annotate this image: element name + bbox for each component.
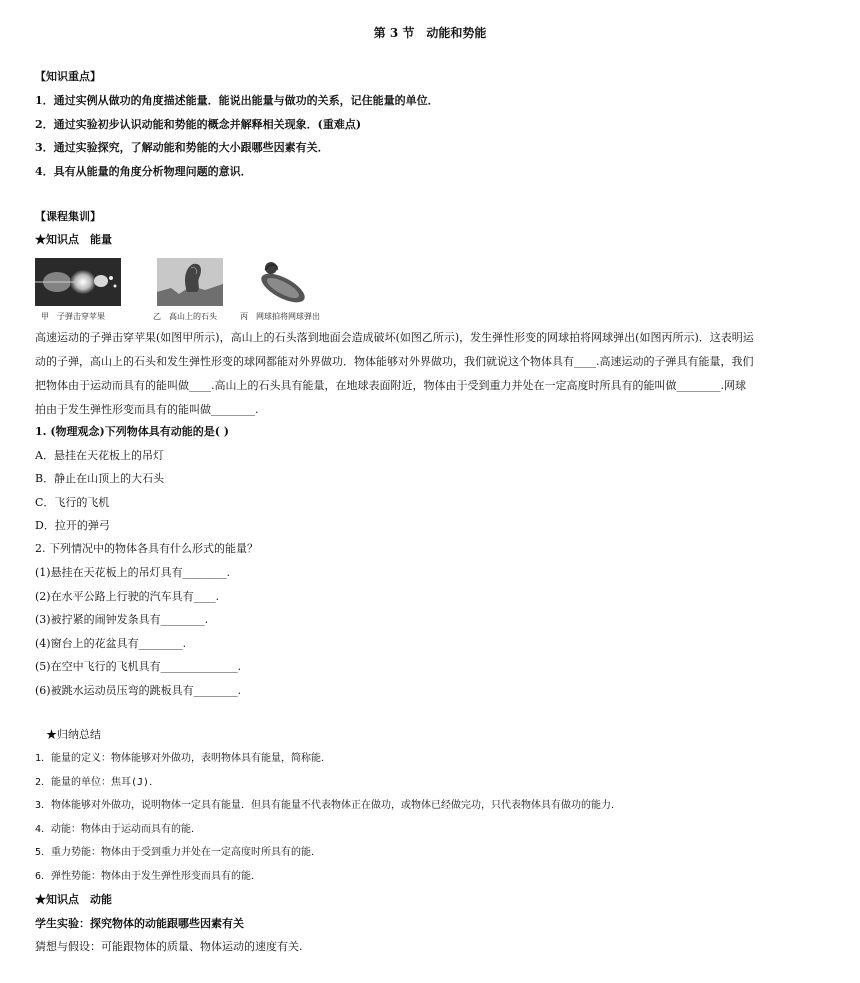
focus-item: 4．具有从能量的角度分析物理问题的意识． xyxy=(35,165,252,178)
question-2-stem: 2. 下列情况中的物体各具有什么形式的能量？ xyxy=(35,542,258,555)
mountain-rock-image xyxy=(157,258,223,306)
question-1-stem: 1. (物理观念)下列物体具有动能的是( ) xyxy=(35,425,229,438)
summary-item: 3．物体能够对外做功，说明物体一定具有能量．但具有能量不代表物体正在做功，或物体已经做完功，只代表物体具有做功的能力． xyxy=(35,800,622,811)
question-2-item: (2)在水平公路上行驶的汽车具有____. xyxy=(35,590,220,603)
summary-item: 1．能量的定义：物体能够对外做功，表明物体具有能量，简称能． xyxy=(35,753,332,764)
summary-heading: ★归纳总结 xyxy=(46,728,101,741)
experiment-title: 学生实验：探究物体的动能跟哪些因素有关 xyxy=(35,917,244,930)
question-2-item: (3)被拧紧的闹钟发条具有________. xyxy=(35,613,209,626)
question-2-item: (6)被跳水运动员压弯的跳板具有________. xyxy=(35,684,242,697)
summary-item: 5．重力势能：物体由于受到重力并处在一定高度时所具有的能． xyxy=(35,847,322,858)
summary-item: 6．弹性势能：物体由于发生弹性形变而具有的能． xyxy=(35,871,262,882)
knowledge-point-energy: ★知识点 能量 xyxy=(35,233,112,246)
focus-heading: 【知识重点】 xyxy=(35,70,101,83)
summary-item: 2．能量的单位：焦耳(J)． xyxy=(35,777,160,788)
knowledge-point-kinetic: ★知识点 动能 xyxy=(35,893,112,906)
summary-item: 4．动能：物体由于运动而具有的能． xyxy=(35,824,202,835)
option-d: D．拉开的弹弓 xyxy=(35,519,110,532)
figure-row xyxy=(35,258,355,322)
bullet-apple-image xyxy=(35,258,121,306)
page-title: 第 3 节 动能和势能 xyxy=(373,26,487,40)
question-2-item: (4)窗台上的花盆具有________. xyxy=(35,637,187,650)
option-b: B．静止在山顶上的大石头 xyxy=(35,472,165,485)
option-c: C．飞行的飞机 xyxy=(35,496,110,509)
focus-item: 1．通过实例从做功的角度描述能量．能说出能量与做功的关系，记住能量的单位． xyxy=(35,94,439,107)
focus-item: 3．通过实验探究，了解动能和势能的大小跟哪些因素有关． xyxy=(35,141,329,154)
tennis-racket-image xyxy=(257,258,309,306)
question-2-item: (1)悬挂在天花板上的吊灯具有________. xyxy=(35,566,231,579)
figure-caption: 乙 高山上的石头 xyxy=(153,312,217,321)
course-heading: 【课程集训】 xyxy=(35,210,101,223)
paragraph-line: 拍由于发生弹性形变而具有的能叫做________. xyxy=(35,403,259,416)
figure-caption: 甲 子弹击穿苹果 xyxy=(41,312,105,321)
hypothesis-line: 猜想与假设：可能跟物体的质量、物体运动的速度有关. xyxy=(35,940,303,953)
option-a: A．悬挂在天花板上的吊灯 xyxy=(35,449,164,462)
focus-item: 2．通过实验初步认识动能和势能的概念并解释相关现象．(重难点) xyxy=(35,118,362,131)
paragraph-line: 把物体由于运动而具有的能叫做____.高山上的石头具有能量，在地球表面附近，物体由于受到重力并处在一定高度时所具有的能叫做________.网球 xyxy=(35,379,746,392)
question-2-item: (5)在空中飞行的飞机具有______________. xyxy=(35,660,242,673)
paragraph-line: 高速运动的子弹击穿苹果(如图甲所示)，高山上的石头落到地面会造成破坏(如图乙所示)，发生弹性形变的网球拍将网球弹出(如图丙所示)．这表明运 xyxy=(35,331,754,344)
paragraph-line: 动的子弹，高山上的石头和发生弹性形变的球网都能对外界做功．物体能够对外界做功，我们就说这个物体具有____.高速运动的子弹具有能量，我们 xyxy=(35,355,754,368)
figure-caption: 丙 网球拍将网球弹出 xyxy=(240,312,320,321)
